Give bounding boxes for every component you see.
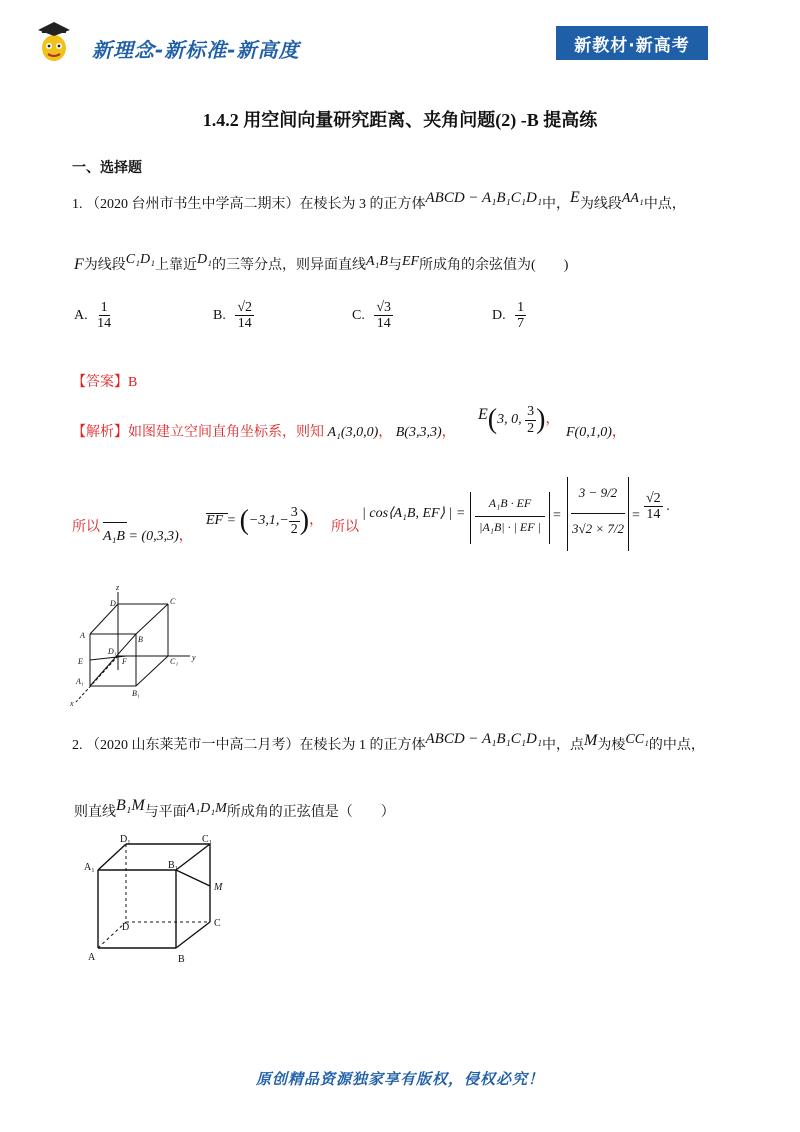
q1-analysis: 【解析】如图建立空间直角坐标系，则知 A₁(3,0,0)， B(3,3,3)， — [72, 425, 456, 440]
section-heading: 一、选择题 — [72, 160, 142, 176]
q2-text-d: 的中点， — [648, 738, 705, 753]
vector-ef-num: 3 — [290, 505, 298, 521]
q1-segment-c1d1: C₁D₁ — [125, 252, 155, 267]
point-e-label: E — [478, 406, 488, 424]
option-num: √2 — [237, 300, 253, 315]
fig1-label: y — [192, 653, 196, 662]
q1-text: 1. （2020 台州市书生中学高二期末）在棱长为 3 的正方体 — [72, 197, 426, 212]
fig1-label: D₁ — [108, 647, 117, 656]
fig1-label: C₁ — [170, 657, 179, 666]
q1-option-c[interactable] — [352, 300, 393, 332]
option-num: √3 — [376, 300, 392, 315]
page-title: 1.4.2 用空间向量研究距离、夹角问题(2) -B 提高练 — [202, 110, 598, 130]
fig2-label: A — [88, 952, 96, 963]
option-den: 14 — [376, 316, 391, 332]
q2-plane-a1d1m: A₁D₁M — [186, 801, 227, 816]
fig1-label: F — [122, 657, 127, 666]
q1-text-d: 中点， — [643, 197, 686, 212]
q1-line2 — [74, 254, 568, 274]
q1-text-c: 为线段 — [579, 197, 622, 212]
q2-text-b: 中，点 — [542, 738, 585, 753]
cos-expression — [362, 505, 465, 522]
equals-1: = — [553, 508, 561, 523]
fig2-label: D₁ — [120, 834, 131, 845]
q1-option-b[interactable] — [213, 300, 254, 332]
fig2-label: B — [178, 954, 185, 965]
q1-text-2b: 上靠近 — [154, 258, 197, 273]
q1-coordinate-cube-figure — [70, 582, 200, 710]
suoyi-label: 所以 — [72, 520, 100, 535]
result-num: √2 — [646, 491, 661, 506]
q2-line2 — [74, 797, 395, 821]
q1-text-2c: 的三等分点，则异面直线 — [211, 258, 366, 273]
answer-value: B — [128, 375, 138, 390]
header-badge: 新教材·新高考 — [556, 26, 708, 60]
q1-answer — [72, 371, 137, 391]
point-e-values: 3, 0, — [497, 412, 526, 427]
option-label: A. — [74, 308, 88, 324]
q2-text-2b: 与平面 — [144, 805, 187, 820]
point-f-coord: F(0,1,0)， — [566, 425, 626, 440]
q2-line1 — [72, 731, 705, 754]
fig2-label: C₁ — [202, 834, 213, 845]
q1-cube-name: ABCD − A₁B₁C₁D₁ — [425, 190, 543, 206]
q2-edge-cc1: CC₁ — [625, 732, 649, 747]
big-num: 3 − 9/2 — [578, 485, 618, 500]
cos-lhs: | cos⟨A₁B, EF⟩ | = — [362, 506, 466, 521]
fig1-label: A — [80, 631, 85, 640]
q1-point-d1: D₁ — [196, 252, 212, 267]
suoyi2-label: 所以 — [331, 520, 359, 535]
q1-option-d[interactable] — [492, 300, 526, 332]
fig2-label: D — [122, 922, 130, 933]
q2-text-2c: 所成角的正弦值是（ ） — [226, 805, 395, 820]
q1-line-a1b: A₁B — [365, 254, 388, 269]
mascot-logo-icon — [34, 20, 74, 64]
q1-point-e: E — [570, 189, 580, 206]
fig1-label: D — [110, 599, 116, 608]
point-e-num: 3 — [527, 404, 535, 420]
result-den: 14 — [646, 507, 661, 523]
point-e-den: 2 — [527, 420, 535, 436]
vector-ef-den: 2 — [290, 521, 298, 537]
option-den: 7 — [517, 316, 525, 332]
q1-text-b: 中， — [542, 197, 571, 212]
option-num: 1 — [517, 300, 525, 315]
vector-ef-values: −3,1,− — [248, 513, 289, 528]
q2-cube-figure — [80, 830, 240, 970]
option-label: C. — [352, 308, 365, 324]
fig2-label: B₁ — [168, 860, 179, 871]
q1-line-ef: EF — [401, 254, 420, 269]
fig1-label: z — [116, 583, 120, 592]
vector-ef: EF = (−3,1,− $\frac{3}{2}$ )， — [206, 505, 324, 537]
analysis-text: 如图建立空间直角坐标系，则知 — [128, 425, 324, 440]
q2-text-c: 为棱 — [597, 738, 626, 753]
cos-fraction — [470, 492, 550, 544]
option-den: 14 — [237, 316, 252, 332]
q1-point-f: F — [74, 256, 84, 273]
q1-text-2a: 为线段 — [83, 258, 126, 273]
q2-text-2a: 则直线 — [74, 805, 116, 820]
fig1-label: A₁ — [76, 677, 84, 686]
q2-point-m: M — [584, 732, 598, 749]
vector-ef-label: EF = — [206, 513, 240, 528]
big-den: 3√2 × 7/2 — [571, 521, 625, 536]
point-f-value: F(0,1,0) — [566, 425, 612, 440]
equals-2: = — [632, 508, 640, 523]
q1-text-2e: 所成角的余弦值为( ) — [419, 258, 569, 273]
q2-line-b1m: B₁M — [116, 797, 145, 814]
fig2-label: M — [214, 882, 223, 893]
header-slogan: 新理念-新标准-新高度 — [92, 38, 300, 62]
vector-a1b: A₁B = (0,3,3)， — [103, 525, 193, 545]
point-a1-coord: A₁(3,0,0) — [327, 425, 379, 440]
analysis-tag: 【解析】 — [72, 425, 128, 440]
fig2-label: C — [214, 918, 221, 929]
cos-dot: A₁B · EF — [488, 496, 532, 510]
big-fraction — [567, 477, 629, 551]
option-den: 14 — [97, 316, 112, 332]
option-label: B. — [213, 308, 226, 324]
point-b-coord: B(3,3,3) — [395, 425, 442, 440]
fig1-label: B₁ — [132, 689, 140, 698]
fig1-label: x — [70, 699, 74, 708]
q1-text-2d: 与 — [387, 258, 402, 273]
footer-copyright: 原创精品资源独家享有版权，侵权必究！ — [255, 1070, 544, 1088]
answer-tag: 【答案】 — [72, 375, 128, 390]
q1-line1 — [72, 189, 686, 213]
q2-cube-name: ABCD − A₁B₁C₁D₁ — [425, 731, 543, 747]
point-e-coord: E(3, 0, $\frac{3}{2}$ )， — [478, 404, 560, 436]
vector-a1b-value: A₁B = (0,3,3) — [103, 529, 179, 544]
option-num: 1 — [100, 300, 108, 315]
q2-text: 2. （2020 山东莱芜市一中高二月考）在棱长为 1 的正方体 — [72, 738, 426, 753]
option-label: D. — [492, 308, 506, 324]
fig2-label: A₁ — [84, 862, 95, 873]
fig1-label: C — [170, 597, 176, 606]
fig1-label: E — [78, 657, 83, 666]
q1-segment-aa1: AA₁ — [621, 191, 644, 206]
result-fraction: $\frac{√2}{14}$ . — [646, 491, 670, 523]
fig1-label: B — [138, 635, 143, 644]
q1-option-a[interactable] — [74, 300, 111, 332]
cos-norms: |A₁B| · | EF | — [479, 520, 541, 534]
